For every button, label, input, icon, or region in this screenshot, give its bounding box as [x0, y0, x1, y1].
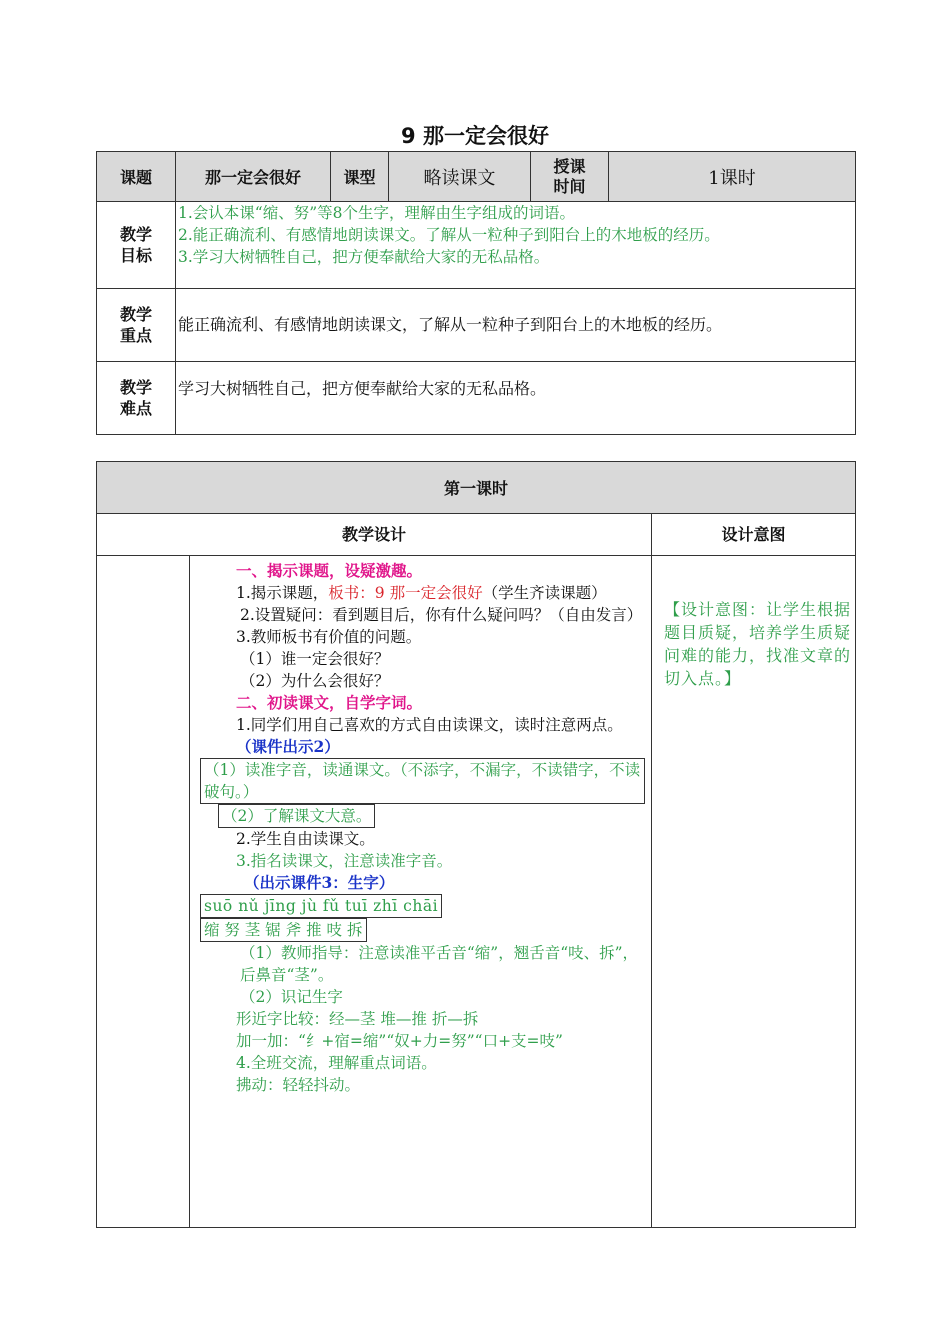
s2-item1: 1.同学们用自己喜欢的方式自由读课文，读时注意两点。（课件出示2） [236, 716, 623, 756]
key-text: 能正确流利、有感情地朗读课文，了解从一粒种子到阳台上的木地板的经历。 [176, 289, 856, 362]
blank-cell [97, 556, 190, 1228]
courseware-2: （课件出示2） [236, 737, 340, 756]
section2-title: 二、初读课文，自学字词。 [236, 693, 423, 712]
difficult-text: 学习大树牺牲自己，把方便奉献给大家的无私品格。 [176, 362, 856, 435]
section1-title: 一、揭示课题，设疑激趣。 [236, 561, 423, 580]
s1-item1: 1.揭示课题，板书：9 那一定会很好（学生齐读课题） [236, 584, 607, 602]
s2-add: 加一加：“纟+宿=缩”“奴+力=努”“口+支=吱” [236, 1032, 563, 1050]
goal-item: 1.会认本课“缩、努”等8个生字，理解由生字组成的词语。 [178, 204, 576, 222]
type-value: 略读课文 [389, 152, 531, 202]
design-content [190, 556, 652, 1228]
key-label: 教学重点 [97, 289, 176, 362]
goal-item: 2.能正确流利、有感情地朗读课文。了解从一粒种子到阳台上的木地板的经历。 [178, 226, 720, 244]
s1-item2: 2.设置疑问：看到题目后，你有什么疑问吗？（自由发言） [240, 606, 643, 624]
intent-header: 设计意图 [652, 514, 856, 556]
goals-list [176, 202, 856, 289]
board-text: 板书：9 那一定会很好 [328, 584, 483, 602]
chars-box: 缩 努 茎 锯 斧 推 吱 拆 [200, 918, 645, 942]
s2-guide2: （2）识记生字 [240, 988, 343, 1006]
intent-content [652, 556, 856, 1228]
goal-item: 3.学习大树牺牲自己，把方便奉献给大家的无私品格。 [178, 248, 550, 266]
courseware-3: （出示课件3：生字） [244, 873, 395, 892]
s2-item3: 3.指名读课文，注意读准字音。 [236, 852, 453, 870]
s1-item3: 3.教师板书有价值的问题。 [236, 628, 422, 646]
type-label: 课型 [331, 152, 389, 202]
courseware-box-2: （2）了解课文大意。 [200, 804, 645, 828]
topic-value: 那一定会很好 [176, 152, 331, 202]
s2-item2: 2.学生自由读课文。 [236, 830, 375, 848]
session-title: 第一课时 [97, 462, 856, 514]
s2-guide1: （1）教师指导：注意读准平舌音“缩”，翘舌音“吱、拆”，后鼻音“茎”。 [240, 944, 639, 984]
time-value: 1课时 [609, 152, 856, 202]
s2-similar: 形近字比较：经—茎 堆—推 折—拆 [236, 1010, 479, 1028]
s1-q1: （1）谁一定会很好？ [240, 650, 390, 668]
courseware-box-1: （1）读准字音，读通课文。（不添字，不漏字，不读错字，不读破句。） [200, 758, 645, 804]
lesson-table [96, 461, 856, 1228]
difficult-label: 教学难点 [97, 362, 176, 435]
info-table [96, 151, 856, 435]
s1-q2: （2）为什么会很好？ [240, 672, 390, 690]
intent-text: 【设计意图：让学生根据题目质疑，培养学生质疑问难的能力，找准文章的切入点。】 [664, 600, 852, 688]
s2-word1: 拂动：轻轻抖动。 [236, 1076, 361, 1094]
page-title: 9 那一定会很好 [401, 124, 549, 148]
design-header: 教学设计 [97, 514, 652, 556]
s2-item4: 4.全班交流，理解重点词语。 [236, 1054, 437, 1072]
goals-label: 教学目标 [97, 202, 176, 289]
pinyin-box: suō nǔ jīng jù fǔ tuī zhī chāi [200, 894, 645, 918]
topic-label: 课题 [97, 152, 176, 202]
time-label: 授课时间 [531, 152, 609, 202]
